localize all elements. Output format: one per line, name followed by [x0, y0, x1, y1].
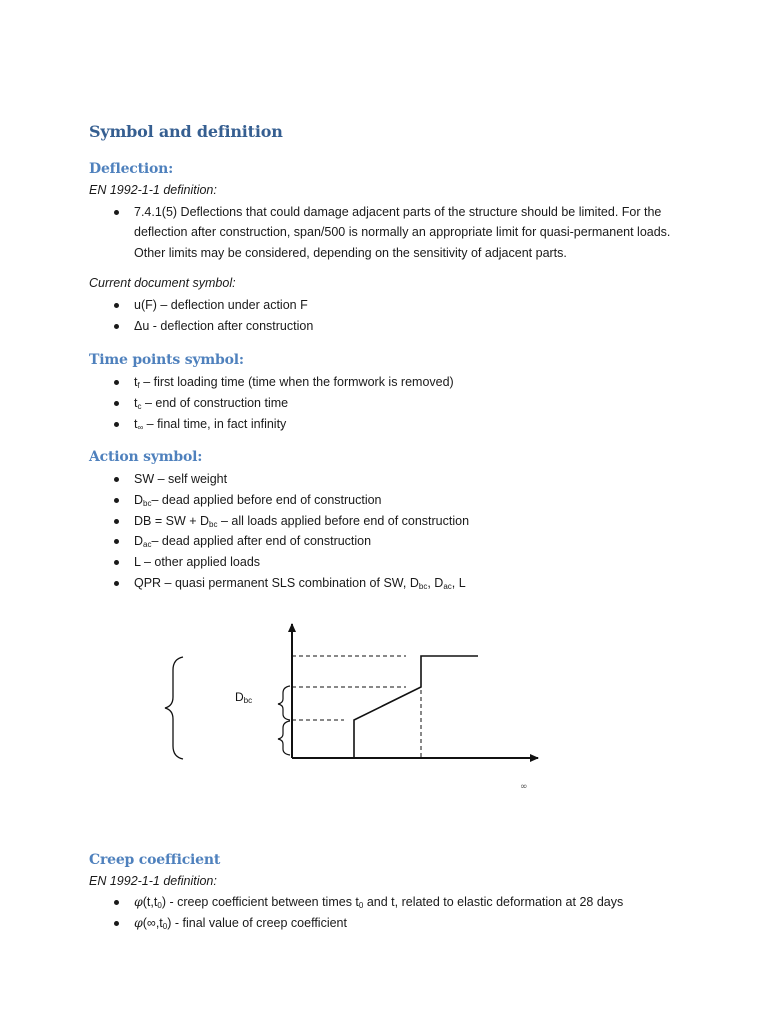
creep-args: (∞,t — [142, 915, 163, 930]
deflection-definition: 7.4.1(5) Deflections that could damage adjacent parts of the structure should be limited. For the deflection after construction, span/500 is normally an appropriate limit for quasi-permanent loads. Other limits may be considered, depending on the sensitivity of adjacent parts. — [134, 205, 671, 260]
creep-text: ) - final value of creep coefficient — [167, 915, 347, 930]
list-item — [89, 913, 689, 934]
deflection-en-label: EN 1992-1-1 definition: — [89, 183, 217, 197]
action-dac-text: – dead applied after end of construction — [151, 534, 372, 549]
symbol-uf: u(F) – deflection under action F — [134, 298, 308, 312]
phi-symbol: φ — [134, 894, 143, 909]
time-points-heading: Time points symbol: — [89, 352, 244, 368]
creep-heading: Creep coefficient — [89, 852, 221, 868]
creep-list — [89, 892, 689, 934]
symbol-sub: 0 — [358, 901, 364, 910]
page-title: Symbol and definition — [89, 122, 283, 141]
action-dbc-text: – dead applied before end of construction — [151, 492, 382, 507]
action-qpr-pre: QPR – quasi permanent SLS combination of SW, D — [134, 575, 419, 590]
action-qpr-post: , L — [451, 575, 466, 590]
creep-en-label: EN 1992-1-1 definition: — [89, 874, 217, 888]
symbol-text: – final time, in fact infinity — [143, 416, 287, 431]
symbol-sub: bc — [418, 581, 428, 591]
symbol-base: t — [134, 416, 138, 431]
symbol-base: t — [134, 395, 138, 410]
action-qpr-mid: , D — [427, 575, 444, 590]
action-db-post: – all loads applied before end of construction — [217, 513, 470, 528]
small-brace-lower — [278, 721, 290, 755]
symbol-sub: ∞ — [137, 422, 144, 432]
creep-text: ) - creep coefficient between times t — [161, 895, 359, 909]
symbol-text: – first loading time (time when the formwork is removed) — [139, 375, 454, 389]
symbol-sub: 0 — [157, 901, 162, 910]
large-brace — [165, 657, 183, 759]
symbol-sub: bc — [209, 519, 218, 529]
action-sw: SW – self weight — [134, 472, 228, 486]
symbol-sub: ac — [143, 540, 152, 550]
symbol-sub: ac — [443, 581, 452, 591]
symbol-base: D — [134, 492, 144, 507]
creep-args: (t,t — [142, 895, 158, 909]
symbol-sub: bc — [143, 498, 152, 508]
symbol-sub: 0 — [162, 921, 168, 931]
infinity-label: ∞ — [520, 782, 528, 792]
creep-tail: and t, related to elastic deformation at 28 days — [363, 895, 624, 909]
phi-symbol: φ — [134, 914, 143, 930]
deflection-heading: Deflection: — [89, 161, 174, 177]
symbol-du: Δu - deflection after construction — [134, 318, 314, 333]
dbc-label: Dbc — [235, 690, 253, 705]
small-brace-upper — [278, 686, 290, 720]
load-history-line — [354, 656, 478, 758]
action-db-pre: DB = SW + D — [134, 513, 210, 528]
symbol-text: – end of construction time — [141, 395, 289, 410]
symbol-base: D — [134, 534, 144, 549]
symbol-base: t — [134, 375, 138, 389]
action-heading: Action symbol: — [89, 449, 203, 465]
symbol-sub: f — [137, 381, 140, 390]
symbol-sub: c — [137, 401, 142, 411]
list-item — [89, 892, 689, 913]
action-l: L – other applied loads — [134, 555, 261, 570]
current-symbol-label: Current document symbol: — [89, 276, 236, 290]
